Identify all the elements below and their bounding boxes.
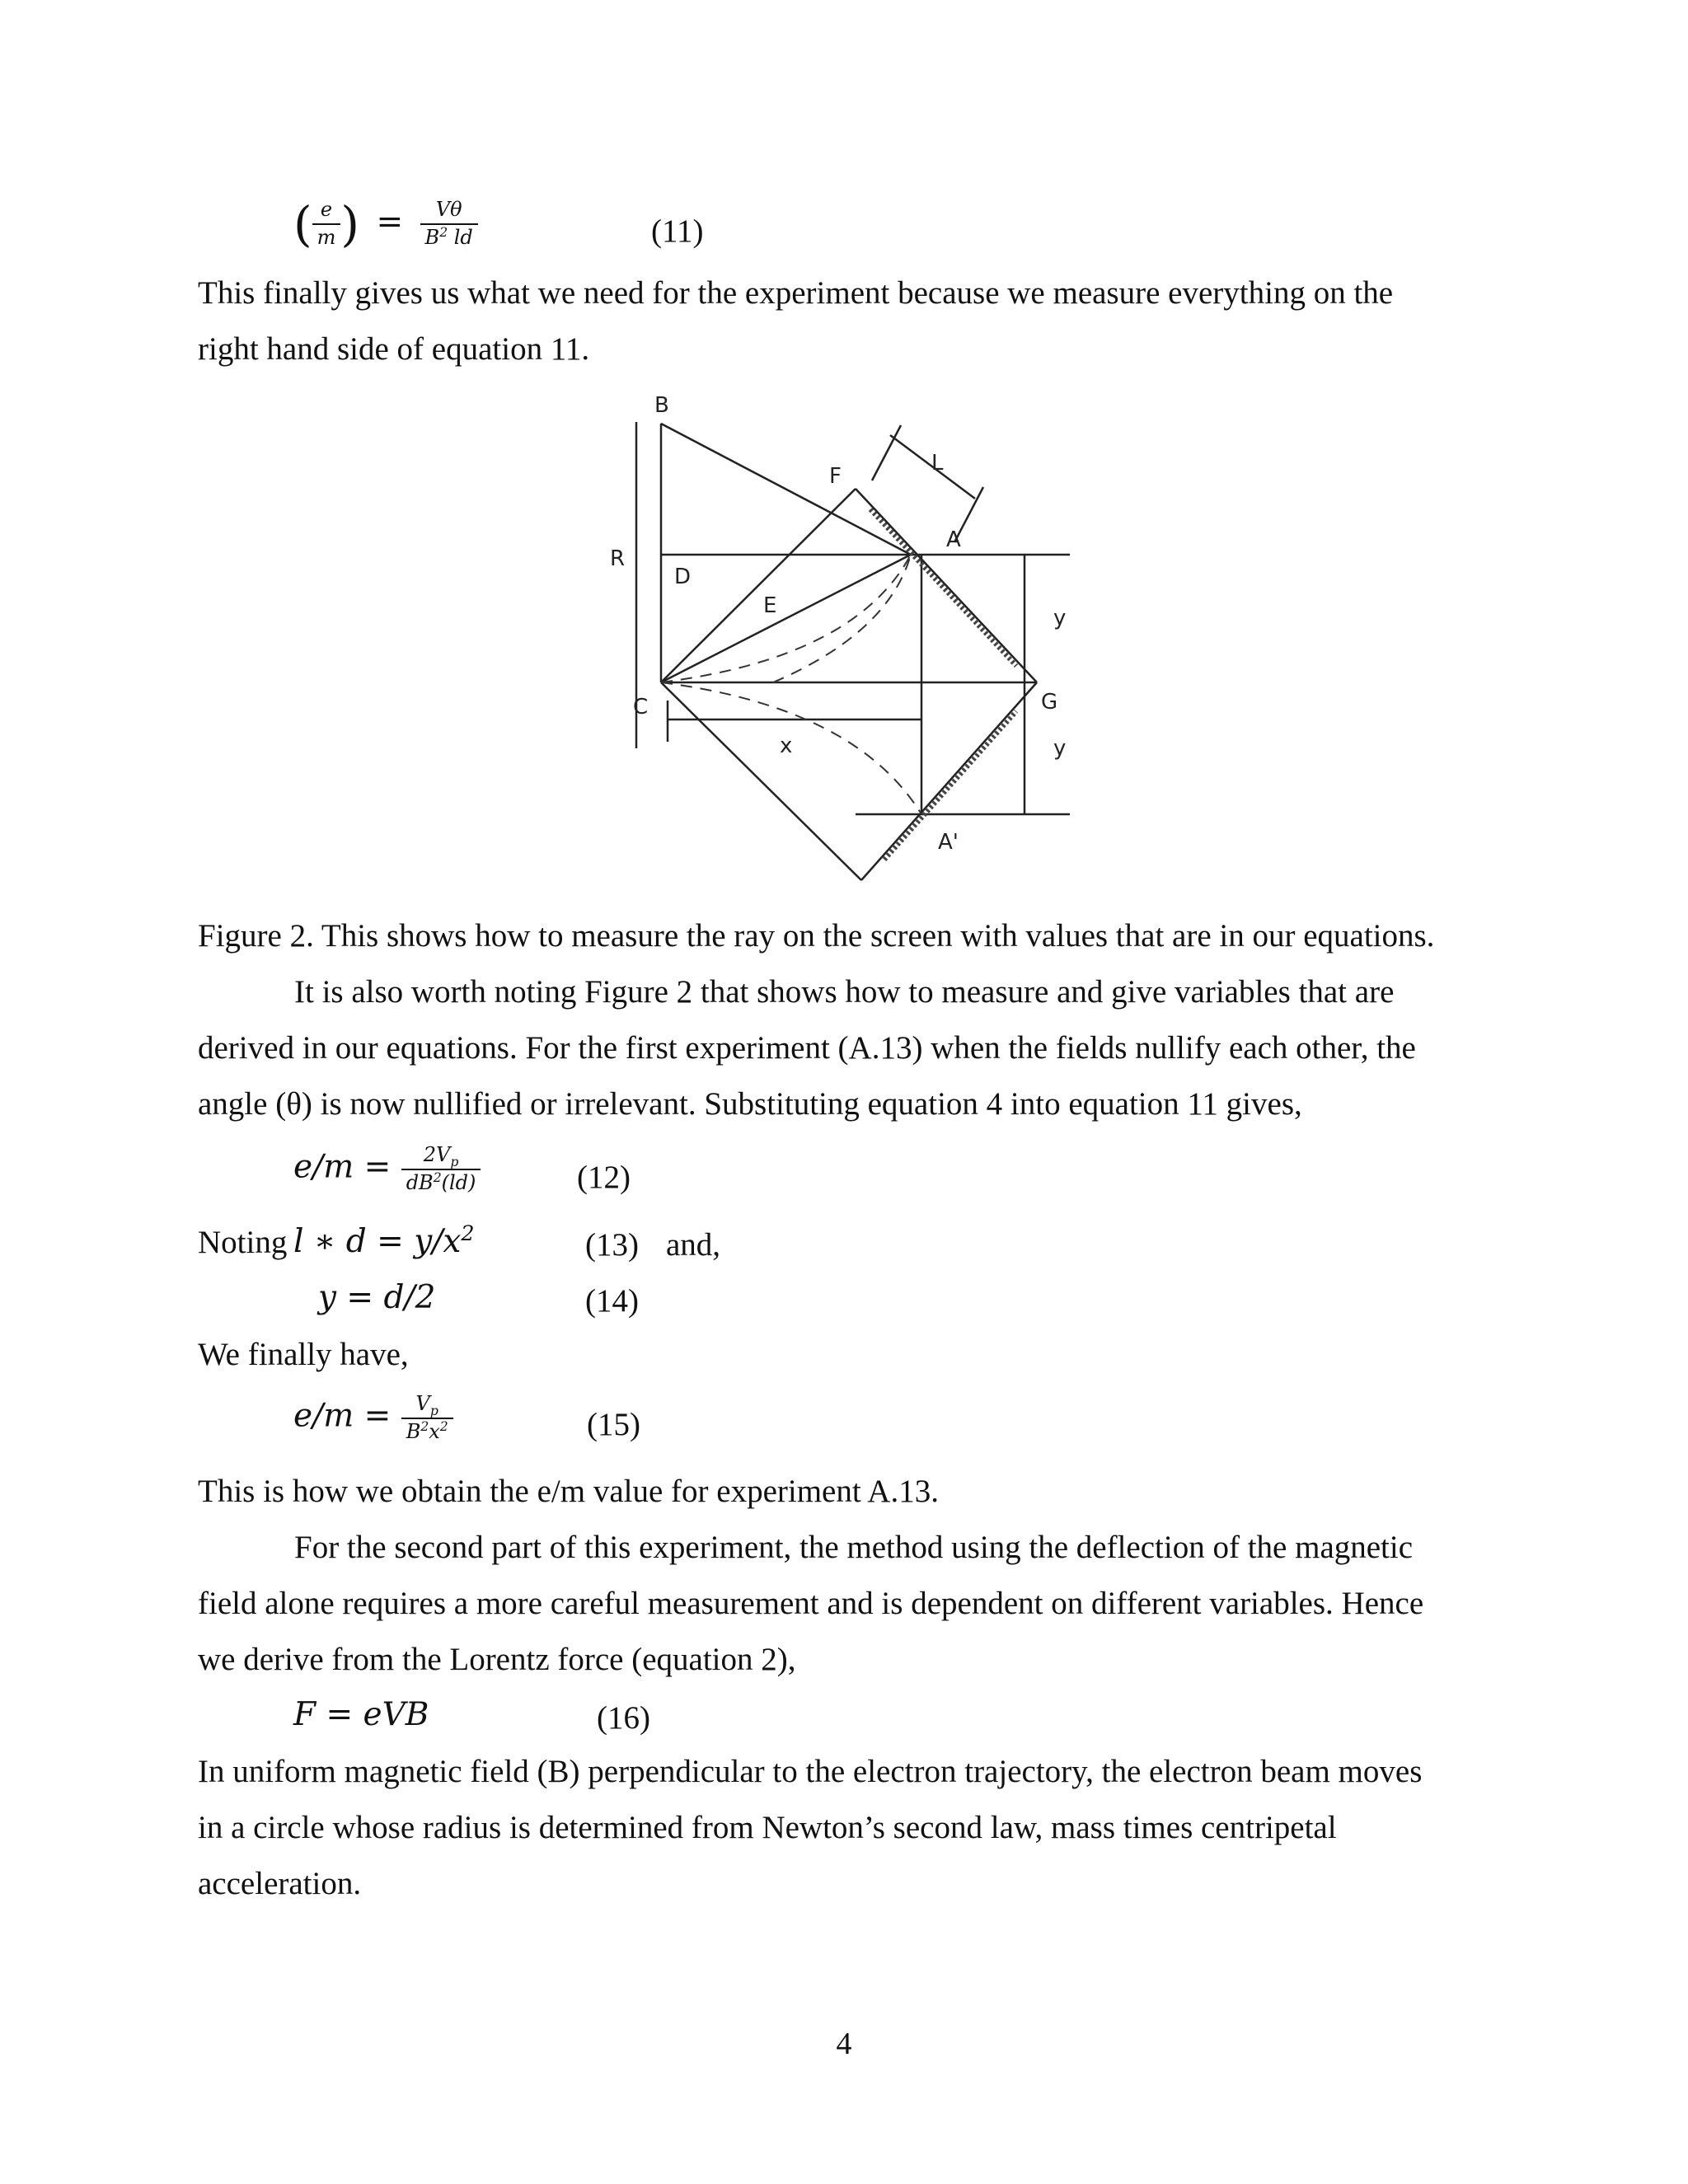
equation-16-number: (16) [597,1700,650,1736]
equation-11-number: (11) [651,213,704,249]
equation-14-number: (14) [585,1283,639,1319]
figure-2-diagram [608,386,1078,897]
equation-13-number: (13) [585,1227,639,1263]
para4-line1: In uniform magnetic field (B) perpendicular to the electron trajectory, the electron beam moves [198,1754,1423,1789]
screen-upper [856,489,1037,682]
label-l: L [931,451,944,476]
label-x: x [780,733,793,758]
text-we-finally-have: We finally have, [198,1337,409,1372]
line-c-bottom [661,682,861,880]
equation-15-number: (15) [587,1407,640,1442]
screen-hatch-upper [870,509,1016,666]
label-y-upper: y [1053,606,1067,630]
para4-line2: in a circle whose radius is determined from Newton’s second law, mass times centripetal [198,1810,1337,1845]
label-d: D [674,565,692,589]
label-e: E [763,593,777,618]
l-ext-1 [872,425,901,480]
para2-line3: angle (θ) is now nullified or irrelevant. Substituting equation 4 into equation 11 gives, [198,1086,1302,1122]
equation-12: e/m = $\frac{2V_p}{dB^2(ld)}$ [293,1144,481,1194]
label-g: G [1041,690,1058,715]
label-b: B [654,393,669,418]
para1-line2: right hand side of equation 11. [198,331,590,367]
equation-12-number: (12) [577,1160,631,1195]
equation-16: F = eVB [293,1696,429,1733]
para1-line1: This finally gives us what we need for the experiment because we measure everything on the [198,275,1394,311]
eq13-prefix: Noting [198,1225,288,1260]
equation-13: l ∗ $d = y/x^2$ [293,1221,475,1260]
text-obtain: This is how we obtain the e/m value for experiment A.13. [198,1474,939,1509]
figure-2-caption: Figure 2. This shows how to measure the ray on the screen with values that are in our equations. [198,918,1435,954]
line-ba [661,424,911,555]
label-r: R [610,546,626,571]
eq11-rhs-fraction: $\frac{V\theta}{B^2 ld}$ [420,199,478,249]
eq11-lhs-fraction: $\frac{e}{m}$ [312,199,341,249]
label-y-lower: y [1053,736,1067,761]
para4-line3: acceleration. [198,1866,362,1901]
equation-11: ( $\frac{e}{m}$ ) = $\frac{V\theta}{B^2 ld}$ [293,196,478,252]
para2-line2: derived in our equations. For the first experiment (A.13) when the fields nullify each other, the [198,1030,1416,1066]
equation-13-suffix: and, [666,1227,721,1263]
para3-line3: we derive from the Lorentz force (equation 2), [198,1642,796,1677]
para2-line1: It is also worth noting Figure 2 that shows how to measure and give variables that are [294,974,1395,1010]
label-a-prime: A' [938,830,959,855]
equation-14: y = d/2 [318,1279,436,1316]
label-c: C [633,695,649,719]
equation-15: e/m = $\frac{V_p}{B^2x^2}$ [293,1393,453,1443]
eq12-fraction: $\frac{2V_p}{dB^2(ld)}$ [401,1144,481,1194]
para3-line1: For the second part of this experiment, the method using the deflection of the magnetic [294,1530,1414,1565]
page-number: 4 [836,2027,852,2061]
label-f: F [829,464,842,489]
arc-path [773,555,911,682]
eq15-fraction: $\frac{V_p}{B^2x^2}$ [401,1393,453,1443]
para3-line2: field alone requires a more careful measurement and is dependent on different variables. Hence [198,1586,1424,1621]
label-a: A [946,527,961,552]
